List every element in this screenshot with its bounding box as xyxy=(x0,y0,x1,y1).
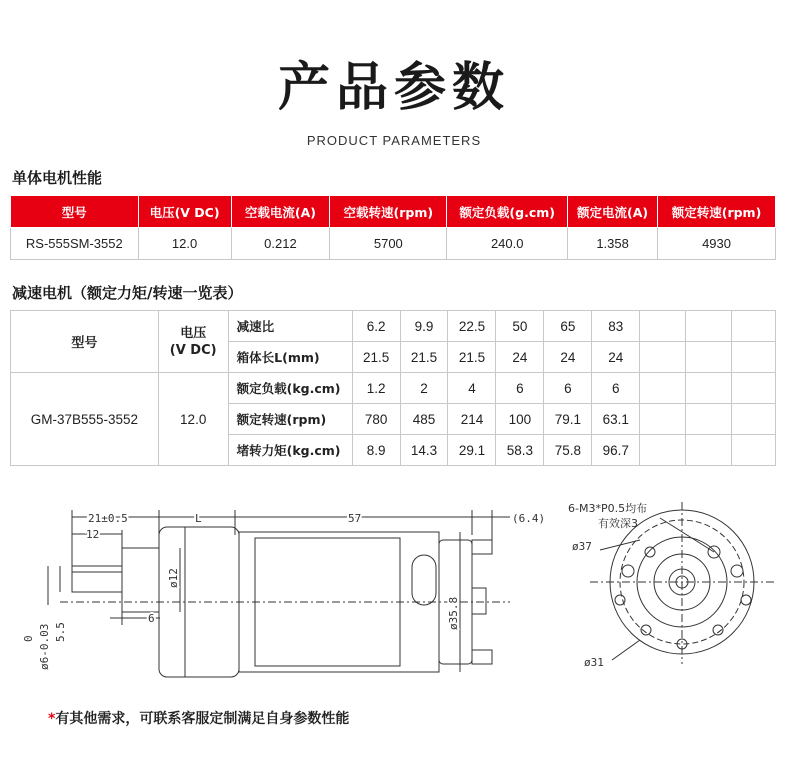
empty-cell xyxy=(731,404,775,435)
cell-value: 100 xyxy=(496,404,544,435)
front-d31-label: ø31 xyxy=(584,656,604,669)
cell-value: 6 xyxy=(496,373,544,404)
empty-cell xyxy=(731,373,775,404)
cell-value: 6 xyxy=(592,373,640,404)
footer-note xyxy=(48,708,349,728)
row-label-rated-speed: 额定转速(rpm) xyxy=(228,404,352,435)
cell-value: 63.1 xyxy=(592,404,640,435)
voltage-label xyxy=(158,311,228,373)
empty-cell xyxy=(640,435,686,466)
cell-value: 58.3 xyxy=(496,435,544,466)
terminal-top xyxy=(472,540,492,554)
cell-voltage: 12.0 xyxy=(138,228,231,260)
cell-value: 9.9 xyxy=(400,311,448,342)
cell-rated-load: 240.0 xyxy=(447,228,568,260)
page-subtitle: PRODUCT PARAMETERS xyxy=(306,133,482,148)
cell-value: 24 xyxy=(592,342,640,373)
cell-value: 79.1 xyxy=(544,404,592,435)
table-row xyxy=(11,311,776,342)
empty-cell xyxy=(640,404,686,435)
dim-12-label: 12 xyxy=(86,528,100,541)
leader-d37 xyxy=(600,540,640,550)
mount-hole xyxy=(622,565,634,577)
model-label: 型号 xyxy=(11,311,159,373)
gear-motor-table xyxy=(10,310,776,466)
cell-value: 8.9 xyxy=(352,435,400,466)
dim-6-label: 6 xyxy=(148,612,155,625)
dim-L-label: L xyxy=(195,512,202,525)
empty-cell xyxy=(731,311,775,342)
header-noload-current: 空载电流(A) xyxy=(231,196,330,228)
leader-d31 xyxy=(612,640,640,660)
header-rated-speed: 额定转速(rpm) xyxy=(658,196,776,228)
side-view-labels xyxy=(22,512,545,670)
cell-noload-speed: 5700 xyxy=(330,228,447,260)
cell-value: 6.2 xyxy=(352,311,400,342)
cell-value: 22.5 xyxy=(448,311,496,342)
page-title: 产品参数 xyxy=(277,58,510,118)
header-rated-load: 额定负载(g.cm) xyxy=(447,196,568,228)
cell-value: 780 xyxy=(352,404,400,435)
empty-cell xyxy=(686,373,732,404)
cell-value: 21.5 xyxy=(448,342,496,373)
dim-shaft-top-label: 0 xyxy=(22,635,35,642)
cell-value: 96.7 xyxy=(592,435,640,466)
cell-value: 24 xyxy=(496,342,544,373)
cell-gear-voltage: 12.0 xyxy=(158,373,228,466)
dim-57-label: 57 xyxy=(348,512,362,525)
cell-value: 75.8 xyxy=(544,435,592,466)
side-view xyxy=(48,510,510,677)
rear-bearing xyxy=(472,588,486,614)
leader-m3 xyxy=(660,518,714,552)
cell-rated-speed: 4930 xyxy=(658,228,776,260)
cell-value: 4 xyxy=(448,373,496,404)
cell-gear-model: GM-37B555-3552 xyxy=(11,373,159,466)
row-label-rated-load: 额定负载(kg.cm) xyxy=(228,373,352,404)
mount-hole xyxy=(741,595,751,605)
header-model: 型号 xyxy=(11,196,139,228)
cell-value: 214 xyxy=(448,404,496,435)
empty-cell xyxy=(731,342,775,373)
header-noload-speed: 空载转速(rpm) xyxy=(330,196,447,228)
front-d37-label: ø37 xyxy=(572,540,592,553)
empty-cell xyxy=(686,311,732,342)
section-title-single-motor: 单体电机性能 xyxy=(12,169,103,187)
motor-dimension-drawing xyxy=(0,480,788,700)
cell-value: 24 xyxy=(544,342,592,373)
empty-cell xyxy=(686,435,732,466)
table-header-row xyxy=(11,196,776,228)
row-label-ratio: 减速比 xyxy=(228,311,352,342)
cell-value: 14.3 xyxy=(400,435,448,466)
cell-value: 1.2 xyxy=(352,373,400,404)
footer-note-text: 有其他需求，可联系客服定制满足自身参数性能 xyxy=(55,711,350,727)
cell-value: 29.1 xyxy=(448,435,496,466)
shaft xyxy=(72,566,122,592)
dim-shaft-label: ø6-0.03 xyxy=(38,623,51,670)
dim-phi358-label: ø35.8 xyxy=(447,596,460,630)
empty-cell xyxy=(640,342,686,373)
cell-rated-current: 1.358 xyxy=(568,228,658,260)
voltage-label-text: 电压 (V DC) xyxy=(169,325,217,358)
front-note-1: 6-M3*P0.5均布 xyxy=(568,502,648,515)
cell-value: 485 xyxy=(400,404,448,435)
empty-cell xyxy=(640,373,686,404)
section-title-gear-motor: 减速电机（额定力矩/转速一览表） xyxy=(12,284,243,302)
footer-star: * xyxy=(48,711,56,727)
empty-cell xyxy=(686,404,732,435)
brush-slot xyxy=(412,555,436,605)
dim-64-label: (6.4) xyxy=(512,512,546,525)
header-voltage: 电压(V DC) xyxy=(138,196,231,228)
cell-value: 2 xyxy=(400,373,448,404)
cell-model: RS-555SM-3552 xyxy=(11,228,139,260)
empty-cell xyxy=(731,435,775,466)
dim-phi12-label: ø12 xyxy=(167,568,180,588)
terminal-bottom xyxy=(472,650,492,664)
row-label-box-length: 箱体长L(mm) xyxy=(228,342,352,373)
cell-noload-current: 0.212 xyxy=(231,228,330,260)
row-label-stall-torque: 堵转力矩(kg.cm) xyxy=(228,435,352,466)
front-note-2: 有效深3 xyxy=(598,517,638,530)
cell-value: 50 xyxy=(496,311,544,342)
mount-hole xyxy=(645,547,655,557)
dim-55-label: 5.5 xyxy=(54,622,67,642)
table-row xyxy=(11,373,776,404)
empty-cell xyxy=(686,342,732,373)
header-rated-current: 额定电流(A) xyxy=(568,196,658,228)
dim-21-label: 21±0.5 xyxy=(88,512,128,525)
single-motor-table xyxy=(10,195,776,260)
mount-hole xyxy=(615,595,625,605)
cell-value: 65 xyxy=(544,311,592,342)
cell-value: 21.5 xyxy=(352,342,400,373)
empty-cell xyxy=(640,311,686,342)
cell-value: 6 xyxy=(544,373,592,404)
mount-hole xyxy=(731,565,743,577)
cell-value: 83 xyxy=(592,311,640,342)
table-row xyxy=(11,228,776,260)
cell-value: 21.5 xyxy=(400,342,448,373)
